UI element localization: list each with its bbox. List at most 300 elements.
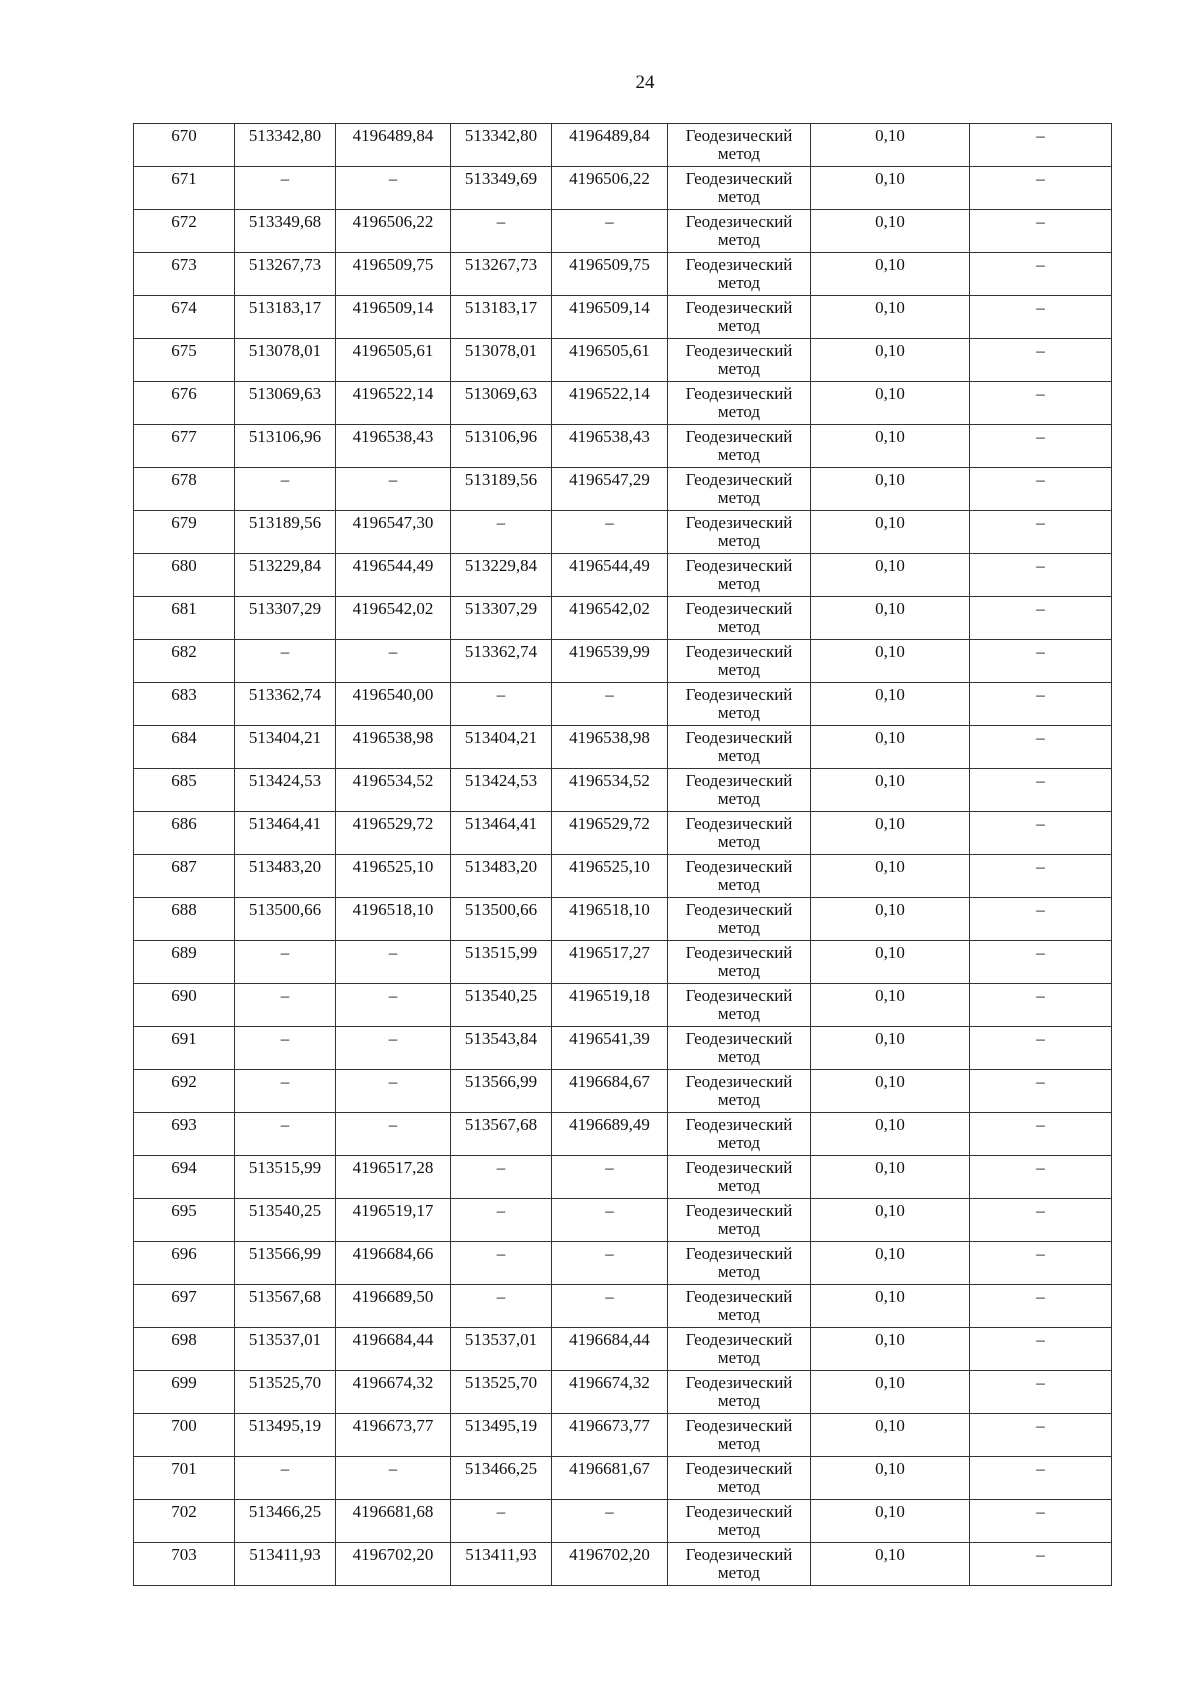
- cell-value: 4196542,02: [569, 599, 650, 618]
- new-y-cell: [552, 210, 668, 253]
- method-cell: [668, 210, 811, 253]
- method-cell: [668, 898, 811, 941]
- cell-value: –: [1036, 642, 1045, 661]
- existing-x-cell: [235, 1371, 336, 1414]
- new-x-cell: [451, 124, 552, 167]
- method-line2: метод: [717, 1090, 761, 1109]
- cell-value: 513515,99: [464, 943, 538, 962]
- method-cell: [668, 1242, 811, 1285]
- new-x-cell: [451, 898, 552, 941]
- method-cell: [668, 984, 811, 1027]
- point-number-cell: [134, 124, 235, 167]
- existing-y-cell: [336, 425, 451, 468]
- cell-value: 4196673,77: [352, 1416, 434, 1435]
- cell-value: 0,10: [875, 1244, 905, 1263]
- cell-value: 701: [171, 1459, 197, 1478]
- existing-y-cell: [336, 210, 451, 253]
- cell-value: 703: [171, 1545, 197, 1564]
- existing-y-cell: [336, 554, 451, 597]
- cell-value: 4196517,27: [569, 943, 650, 962]
- method-line1: Геодезический: [685, 685, 793, 704]
- existing-x-cell: [235, 984, 336, 1027]
- cell-value: –: [605, 212, 614, 231]
- existing-y-cell: [336, 1543, 451, 1586]
- cell-value: 513183,17: [248, 298, 322, 317]
- note-cell: [970, 1414, 1112, 1457]
- point-number-cell: [134, 468, 235, 511]
- cell-value: 513566,99: [464, 1072, 538, 1091]
- new-x-cell: [451, 511, 552, 554]
- method-cell: [668, 941, 811, 984]
- cell-value: 513466,25: [464, 1459, 538, 1478]
- cell-value: 513567,68: [464, 1115, 538, 1134]
- cell-value: 0,10: [875, 986, 905, 1005]
- method-cell: [668, 1500, 811, 1543]
- cell-value: –: [496, 1244, 506, 1263]
- method-line1: Геодезический: [685, 599, 793, 618]
- new-y-cell: [552, 726, 668, 769]
- cell-value: 674: [171, 298, 197, 317]
- cell-value: –: [605, 513, 614, 532]
- cell-value: 4196522,14: [569, 384, 650, 403]
- cell-value: 4196689,49: [569, 1115, 650, 1134]
- method-line1: Геодезический: [685, 1158, 793, 1177]
- cell-value: –: [388, 943, 398, 962]
- cell-value: 694: [171, 1158, 197, 1177]
- new-y-cell: [552, 941, 668, 984]
- existing-y-cell: [336, 1371, 451, 1414]
- table-row: [134, 898, 1112, 941]
- method-line2: метод: [717, 660, 761, 679]
- accuracy-cell: [811, 1199, 970, 1242]
- cell-value: 0,10: [875, 427, 905, 446]
- table-row: [134, 210, 1112, 253]
- cell-value: 4196702,20: [352, 1545, 434, 1564]
- method-line1: Геодезический: [685, 1545, 793, 1564]
- cell-value: 4196684,67: [569, 1072, 650, 1091]
- cell-value: –: [388, 986, 398, 1005]
- point-number-cell: [134, 1027, 235, 1070]
- cell-value: 4196506,22: [569, 169, 650, 188]
- cell-value: 513069,63: [464, 384, 538, 403]
- accuracy-cell: [811, 683, 970, 726]
- method-line2: метод: [717, 273, 761, 292]
- point-number-cell: [134, 425, 235, 468]
- new-x-cell: [451, 1500, 552, 1543]
- method-line2: метод: [717, 230, 761, 249]
- cell-value: 4196538,98: [352, 728, 434, 747]
- table-row: [134, 554, 1112, 597]
- cell-value: 4196681,68: [352, 1502, 434, 1521]
- method-line2: метод: [717, 789, 761, 808]
- method-line2: метод: [717, 316, 761, 335]
- existing-x-cell: [235, 1242, 336, 1285]
- note-cell: [970, 1371, 1112, 1414]
- point-number-cell: [134, 511, 235, 554]
- method-line2: метод: [717, 746, 761, 765]
- method-cell: [668, 511, 811, 554]
- new-y-cell: [552, 855, 668, 898]
- cell-value: –: [280, 169, 290, 188]
- point-number-cell: [134, 683, 235, 726]
- accuracy-cell: [811, 597, 970, 640]
- cell-value: –: [1036, 943, 1045, 962]
- cell-value: 4196541,39: [569, 1029, 650, 1048]
- new-x-cell: [451, 855, 552, 898]
- cell-value: 4196684,44: [352, 1330, 434, 1349]
- method-line1: Геодезический: [685, 900, 793, 919]
- cell-value: –: [280, 986, 290, 1005]
- cell-value: 4196539,99: [569, 642, 650, 661]
- new-x-cell: [451, 1156, 552, 1199]
- method-line1: Геодезический: [685, 427, 793, 446]
- method-line1: Геодезический: [685, 986, 793, 1005]
- accuracy-cell: [811, 1113, 970, 1156]
- cell-value: 697: [171, 1287, 197, 1306]
- cell-value: –: [280, 1029, 290, 1048]
- method-line1: Геодезический: [685, 255, 793, 274]
- new-x-cell: [451, 296, 552, 339]
- existing-x-cell: [235, 296, 336, 339]
- new-y-cell: [552, 898, 668, 941]
- cell-value: 0,10: [875, 642, 905, 661]
- existing-y-cell: [336, 812, 451, 855]
- cell-value: 4196509,75: [352, 255, 434, 274]
- new-y-cell: [552, 167, 668, 210]
- method-line1: Геодезический: [685, 1459, 793, 1478]
- point-number-cell: [134, 1070, 235, 1113]
- method-cell: [668, 640, 811, 683]
- new-y-cell: [552, 1113, 668, 1156]
- cell-value: –: [280, 642, 290, 661]
- cell-value: –: [496, 513, 506, 532]
- cell-value: 4196518,10: [352, 900, 434, 919]
- table-row: [134, 124, 1112, 167]
- existing-y-cell: [336, 253, 451, 296]
- cell-value: –: [1036, 900, 1045, 919]
- new-x-cell: [451, 812, 552, 855]
- note-cell: [970, 769, 1112, 812]
- cell-value: 0,10: [875, 685, 905, 704]
- existing-y-cell: [336, 1199, 451, 1242]
- cell-value: 4196544,49: [569, 556, 650, 575]
- method-line2: метод: [717, 359, 761, 378]
- existing-y-cell: [336, 941, 451, 984]
- cell-value: 698: [171, 1330, 197, 1349]
- new-y-cell: [552, 511, 668, 554]
- cell-value: 513404,21: [248, 728, 322, 747]
- point-number-cell: [134, 1543, 235, 1586]
- cell-value: –: [1036, 126, 1045, 145]
- note-cell: [970, 1543, 1112, 1586]
- method-line2: метод: [717, 1348, 761, 1367]
- cell-value: 513078,01: [248, 341, 322, 360]
- method-cell: [668, 1285, 811, 1328]
- table-row: [134, 425, 1112, 468]
- accuracy-cell: [811, 1500, 970, 1543]
- new-y-cell: [552, 382, 668, 425]
- note-cell: [970, 898, 1112, 941]
- cell-value: 513464,41: [464, 814, 538, 833]
- method-cell: [668, 1113, 811, 1156]
- new-x-cell: [451, 1070, 552, 1113]
- point-number-cell: [134, 855, 235, 898]
- existing-y-cell: [336, 1070, 451, 1113]
- existing-y-cell: [336, 1414, 451, 1457]
- point-number-cell: [134, 640, 235, 683]
- table-row: [134, 855, 1112, 898]
- accuracy-cell: [811, 1457, 970, 1500]
- table-row: [134, 597, 1112, 640]
- accuracy-cell: [811, 167, 970, 210]
- method-line1: Геодезический: [685, 1416, 793, 1435]
- cell-value: 0,10: [875, 1373, 905, 1392]
- existing-y-cell: [336, 124, 451, 167]
- table-row: [134, 726, 1112, 769]
- accuracy-cell: [811, 1414, 970, 1457]
- cell-value: 513229,84: [464, 556, 538, 575]
- method-line2: метод: [717, 1047, 761, 1066]
- cell-value: 0,10: [875, 1330, 905, 1349]
- cell-value: 4196542,02: [352, 599, 434, 618]
- existing-x-cell: [235, 1027, 336, 1070]
- cell-value: 0,10: [875, 1201, 905, 1220]
- cell-value: 513189,56: [248, 513, 322, 532]
- cell-value: 513500,66: [248, 900, 322, 919]
- table-row: [134, 382, 1112, 425]
- method-line2: метод: [717, 531, 761, 550]
- new-y-cell: [552, 1328, 668, 1371]
- table-row: [134, 1328, 1112, 1371]
- new-x-cell: [451, 382, 552, 425]
- note-cell: [970, 296, 1112, 339]
- new-x-cell: [451, 941, 552, 984]
- method-cell: [668, 726, 811, 769]
- cell-value: 700: [171, 1416, 197, 1435]
- existing-x-cell: [235, 683, 336, 726]
- cell-value: 688: [171, 900, 197, 919]
- method-line1: Геодезический: [685, 1072, 793, 1091]
- cell-value: 4196684,66: [352, 1244, 434, 1263]
- point-number-cell: [134, 941, 235, 984]
- cell-value: 0,10: [875, 1115, 905, 1134]
- cell-value: –: [280, 1115, 290, 1134]
- existing-x-cell: [235, 1500, 336, 1543]
- existing-x-cell: [235, 1414, 336, 1457]
- method-cell: [668, 1414, 811, 1457]
- method-line2: метод: [717, 1391, 761, 1410]
- method-line1: Геодезический: [685, 1287, 793, 1306]
- cell-value: 687: [171, 857, 197, 876]
- cell-value: 4196540,00: [352, 685, 434, 704]
- new-x-cell: [451, 1242, 552, 1285]
- method-line1: Геодезический: [685, 1115, 793, 1134]
- cell-value: 0,10: [875, 728, 905, 747]
- existing-y-cell: [336, 1113, 451, 1156]
- cell-value: –: [388, 1459, 398, 1478]
- method-cell: [668, 812, 811, 855]
- new-x-cell: [451, 1113, 552, 1156]
- point-number-cell: [134, 210, 235, 253]
- cell-value: 689: [171, 943, 197, 962]
- cell-value: 513537,01: [248, 1330, 322, 1349]
- cell-value: 0,10: [875, 1158, 905, 1177]
- note-cell: [970, 1242, 1112, 1285]
- cell-value: 0,10: [875, 1287, 905, 1306]
- new-y-cell: [552, 1285, 668, 1328]
- point-number-cell: [134, 1328, 235, 1371]
- cell-value: –: [1036, 384, 1045, 403]
- page-number: 24: [635, 72, 655, 93]
- point-number-cell: [134, 597, 235, 640]
- new-x-cell: [451, 210, 552, 253]
- cell-value: 513411,93: [465, 1545, 537, 1564]
- point-number-cell: [134, 898, 235, 941]
- cell-value: 513362,74: [248, 685, 322, 704]
- point-number-cell: [134, 167, 235, 210]
- cell-value: 4196544,49: [352, 556, 434, 575]
- method-cell: [668, 167, 811, 210]
- method-line2: метод: [717, 1004, 761, 1023]
- accuracy-cell: [811, 1156, 970, 1199]
- cell-value: 513424,53: [464, 771, 538, 790]
- accuracy-cell: [811, 898, 970, 941]
- existing-x-cell: [235, 640, 336, 683]
- method-line1: Геодезический: [685, 857, 793, 876]
- table-row: [134, 1242, 1112, 1285]
- method-line1: Геодезический: [685, 556, 793, 575]
- existing-x-cell: [235, 812, 336, 855]
- existing-x-cell: [235, 1543, 336, 1586]
- cell-value: 0,10: [875, 212, 905, 231]
- cell-value: 4196522,14: [352, 384, 434, 403]
- new-x-cell: [451, 640, 552, 683]
- cell-value: 676: [171, 384, 197, 403]
- cell-value: –: [1036, 298, 1045, 317]
- cell-value: –: [496, 1502, 506, 1521]
- cell-value: 702: [171, 1502, 197, 1521]
- existing-x-cell: [235, 1285, 336, 1328]
- table-row: [134, 1543, 1112, 1586]
- table-row: [134, 253, 1112, 296]
- cell-value: 0,10: [875, 255, 905, 274]
- note-cell: [970, 683, 1112, 726]
- method-cell: [668, 855, 811, 898]
- accuracy-cell: [811, 296, 970, 339]
- method-line1: Геодезический: [685, 1029, 793, 1048]
- method-line2: метод: [717, 445, 761, 464]
- point-number-cell: [134, 1113, 235, 1156]
- table-row: [134, 1156, 1112, 1199]
- note-cell: [970, 167, 1112, 210]
- method-line1: Геодезический: [685, 1244, 793, 1263]
- cell-value: 513349,69: [464, 169, 538, 188]
- note-cell: [970, 984, 1112, 1027]
- note-cell: [970, 554, 1112, 597]
- cell-value: 0,10: [875, 126, 905, 145]
- method-line1: Геодезический: [685, 1502, 793, 1521]
- table-row: [134, 1199, 1112, 1242]
- note-cell: [970, 1113, 1112, 1156]
- note-cell: [970, 1199, 1112, 1242]
- existing-x-cell: [235, 1199, 336, 1242]
- point-number-cell: [134, 1371, 235, 1414]
- new-y-cell: [552, 1070, 668, 1113]
- cell-value: 513567,68: [248, 1287, 322, 1306]
- point-number-cell: [134, 1285, 235, 1328]
- cell-value: –: [496, 685, 506, 704]
- method-line2: метод: [717, 1176, 761, 1195]
- accuracy-cell: [811, 941, 970, 984]
- method-cell: [668, 296, 811, 339]
- cell-value: 696: [171, 1244, 197, 1263]
- method-cell: [668, 1543, 811, 1586]
- cell-value: 513543,84: [464, 1029, 538, 1048]
- table-row: [134, 1070, 1112, 1113]
- cell-value: –: [1036, 1502, 1045, 1521]
- existing-x-cell: [235, 253, 336, 296]
- cell-value: 4196529,72: [569, 814, 650, 833]
- new-y-cell: [552, 1242, 668, 1285]
- table-row: [134, 1027, 1112, 1070]
- existing-y-cell: [336, 1027, 451, 1070]
- accuracy-cell: [811, 855, 970, 898]
- cell-value: 0,10: [875, 513, 905, 532]
- accuracy-cell: [811, 769, 970, 812]
- cell-value: –: [605, 1287, 614, 1306]
- cell-value: –: [388, 470, 398, 489]
- cell-value: 0,10: [875, 556, 905, 575]
- new-x-cell: [451, 468, 552, 511]
- cell-value: 513495,19: [464, 1416, 538, 1435]
- new-y-cell: [552, 124, 668, 167]
- cell-value: –: [605, 1158, 614, 1177]
- cell-value: 0,10: [875, 470, 905, 489]
- note-cell: [970, 726, 1112, 769]
- cell-value: 4196525,10: [352, 857, 434, 876]
- method-cell: [668, 554, 811, 597]
- point-number-cell: [134, 812, 235, 855]
- cell-value: 4196529,72: [352, 814, 434, 833]
- cell-value: 513229,84: [248, 556, 322, 575]
- existing-x-cell: [235, 855, 336, 898]
- existing-y-cell: [336, 597, 451, 640]
- existing-x-cell: [235, 468, 336, 511]
- cell-value: 513525,70: [248, 1373, 322, 1392]
- cell-value: 513540,25: [248, 1201, 322, 1220]
- cell-value: –: [388, 1115, 398, 1134]
- existing-y-cell: [336, 167, 451, 210]
- cell-value: 513307,29: [464, 599, 538, 618]
- method-cell: [668, 425, 811, 468]
- new-y-cell: [552, 683, 668, 726]
- new-x-cell: [451, 769, 552, 812]
- new-y-cell: [552, 554, 668, 597]
- cell-value: 4196519,18: [569, 986, 650, 1005]
- existing-x-cell: [235, 339, 336, 382]
- existing-x-cell: [235, 726, 336, 769]
- note-cell: [970, 425, 1112, 468]
- new-x-cell: [451, 1199, 552, 1242]
- cell-value: 4196538,98: [569, 728, 650, 747]
- cell-value: –: [1036, 1244, 1045, 1263]
- existing-y-cell: [336, 511, 451, 554]
- method-line1: Геодезический: [685, 513, 793, 532]
- method-line1: Геодезический: [685, 642, 793, 661]
- cell-value: 513411,93: [249, 1545, 321, 1564]
- method-cell: [668, 1328, 811, 1371]
- method-line1: Геодезический: [685, 1373, 793, 1392]
